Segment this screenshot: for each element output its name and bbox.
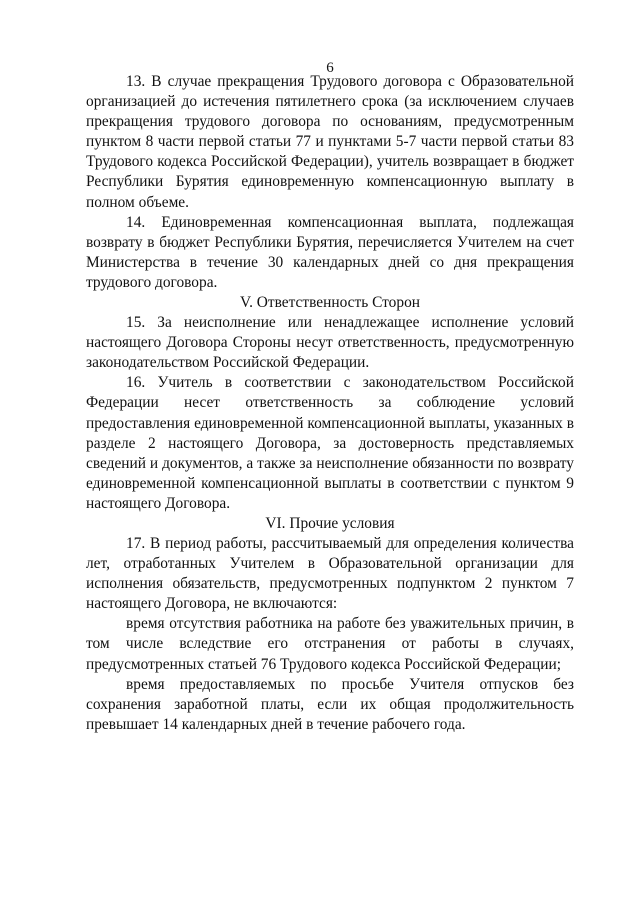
paragraph-14: 14. Единовременная компенсационная выплата, подлежащая возврату в бюджет Республики Бурятия, перечисляется Учителем на счет Министерства в течение 30 календарных дней со дня прекращения трудового договора.: [86, 213, 574, 291]
paragraph-16: 16. Учитель в соответствии с законодательством Российской Федерации несет ответственность за соблюдение условий предоставления единовременной компенсационной выплаты, указанных в разделе 2 настоящего Договора, за достоверность представляемых сведений и документов, а также за неисполнение обязанности по возврату единовременной компенсационной выплаты в соответствии с пунктом 9 настоящего Договора.: [86, 374, 574, 512]
document-body: [86, 72, 574, 735]
paragraph-17-item-absence: время отсутствия работника на работе без уважительных причин, в том числе вследствие его отстранения от работы в случаях, предусмотренных статьей 76 Трудового кодекса Российской Федерации;: [86, 615, 574, 673]
paragraph-17-item-unpaid-leave: время предоставляемых по просьбе Учителя отпусков без сохранения заработной платы, если их общая продолжительность превышает 14 календарных дней в течение рабочего года.: [86, 675, 574, 733]
section-6-heading: VI. Прочие условия: [265, 514, 395, 532]
section-5-heading: V. Ответственность Сторон: [239, 294, 421, 312]
paragraph-13: 13. В случае прекращения Трудового договора с Образовательной организацией до истечения пятилетнего срока (за исключением случаев прекращения трудового договора по основаниям, предусмотренным пунктом 8 части первой статьи 77 и пунктами 5-7 части первой статьи 83 Трудового кодекса Российской Федерации), учитель возвращает в бюджет Республики Бурятия единовременную компенсационную выплату в полном объеме.: [86, 73, 574, 211]
paragraph-15: 15. За неисполнение или ненадлежащее исполнение условий настоящего Договора Стороны несут ответственность, предусмотренную законодательством Российской Федерации.: [86, 314, 574, 372]
paragraph-17: 17. В период работы, рассчитываемый для определения количества лет, отработанных Учителем в Образовательной организации для исполнения обязательств, предусмотренных подпунктом 2 пунктом 7 настоящего Договора, не включаются:: [86, 534, 574, 613]
page-number: 6: [326, 60, 334, 76]
